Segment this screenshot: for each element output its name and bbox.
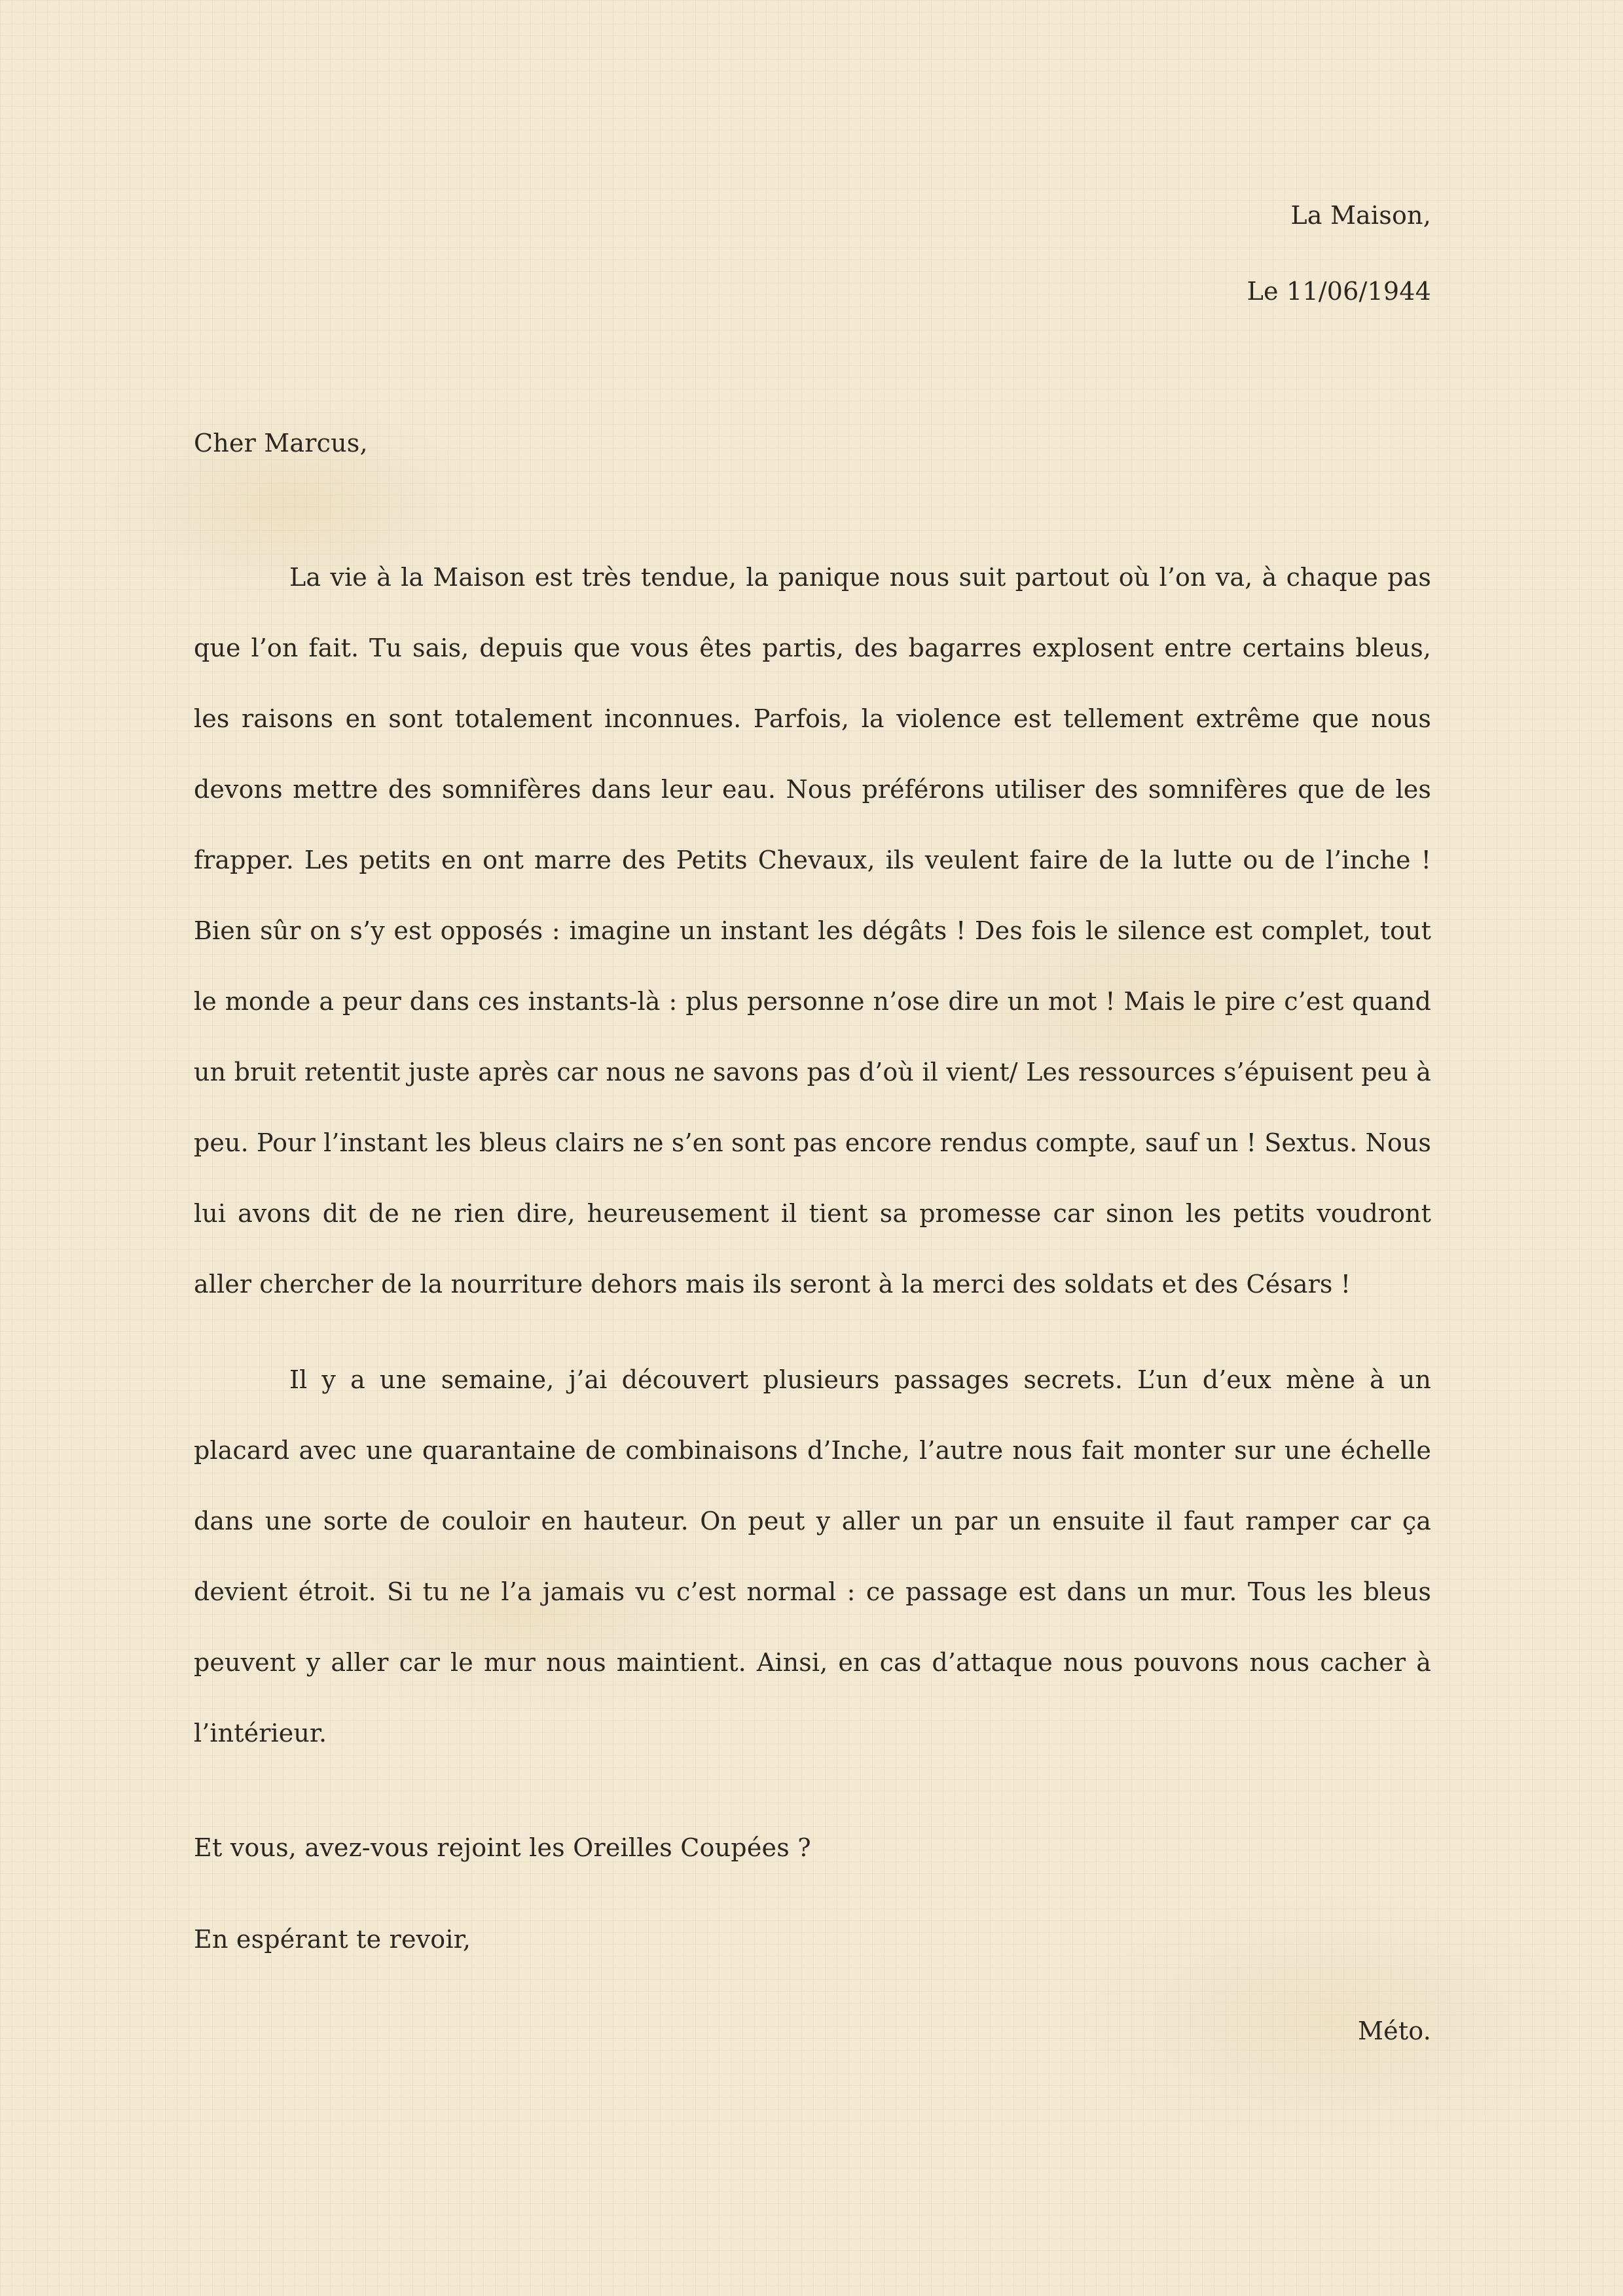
letter-date: Le 11/06/1944 bbox=[1247, 277, 1431, 306]
paragraph-2: Il y a une semaine, j’ai découvert plusieurs passages secrets. L’un d’eux mène à un placard avec une quarantaine de combinaisons d’Inche, l’autre nous fait monter sur une échelle dans une sorte de couloir en hauteur. On peut y aller un par un ensuite il faut ramper car ça devient étroit. Si tu ne l’a jamais vu c’est normal : ce passage est dans un mur. Tous les bleus peuvent y aller car le mur nous maintient. Ainsi, en cas d’attaque nous pouvons nous cacher à l’intérieur. bbox=[194, 1365, 1431, 1748]
paragraph-1: La vie à la Maison est très tendue, la panique nous suit partout où l’on va, à chaque pas que l’on fait. Tu sais, depuis que vous êtes partis, des bagarres explosent entre certains bleus, les raisons en sont totalement inconnues. Parfois, la violence est tellement extrême que nous devons mettre des somnifères dans leur eau. Nous préférons utiliser des somnifères que de les frapper. Les petits en ont marre des Petits Chevaux, ils veulent faire de la lutte ou de l’inche ! Bien sûr on s’y est opposés : imagine un instant les dégâts ! Des fois le silence est complet, tout le monde a peur dans ces instants-là : plus personne n’ose dire un mot ! Mais le pire c’est quand un bruit retentit juste après car nous ne savons pas d’où il vient/ Les ressources s’épuisent peu à peu. Pour l’instant les bleus clairs ne s’en sont pas encore rendus compte, sauf un ! Sextus. Nous lui avons dit de ne rien dire, heureusement il tient sa promesse car sinon les petits voudront aller chercher de la nourriture dehors mais ils seront à la merci des soldats et des Césars ! bbox=[194, 563, 1431, 1299]
letter-place: La Maison, bbox=[1290, 201, 1431, 230]
letter-page bbox=[194, 0, 1431, 2296]
salutation: Cher Marcus, bbox=[194, 429, 368, 457]
question: Et vous, avez-vous rejoint les Oreilles Coupées ? bbox=[194, 1833, 811, 1862]
signature: Méto. bbox=[1358, 2017, 1431, 2045]
closing: En espérant te revoir, bbox=[194, 1925, 471, 1954]
